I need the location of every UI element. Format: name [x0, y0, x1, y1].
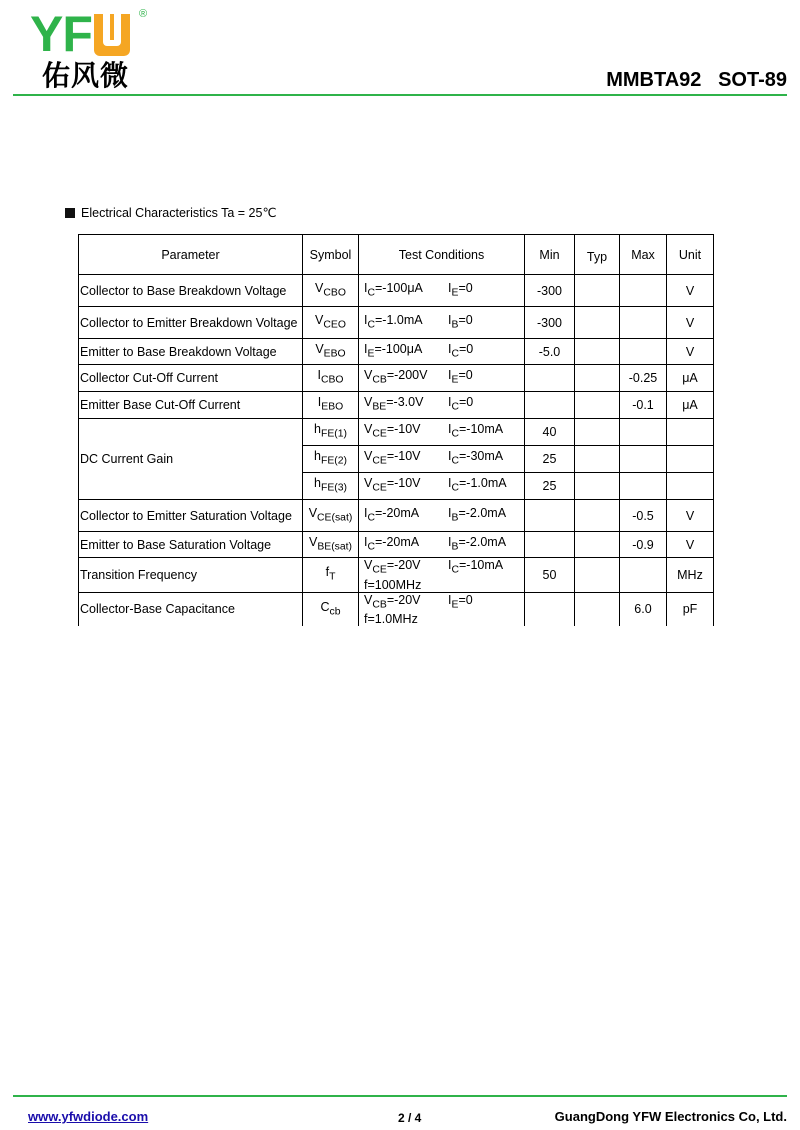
website-link[interactable]: www.yfwdiode.com	[28, 1109, 149, 1124]
cell-conditions: $V_{CE}=-20V$ f=100MHz $I_C=-10mA$	[359, 558, 525, 593]
page-number: 2 / 4	[398, 1111, 422, 1125]
cell-symbol: $h_{FE(1)}$	[303, 419, 359, 446]
cell-typ	[575, 473, 620, 500]
table-row	[79, 500, 714, 532]
cell-symbol: $I_{EBO}$	[303, 392, 359, 419]
cell-max: -0.9	[620, 532, 667, 558]
cell-min	[525, 532, 575, 558]
cell-typ	[575, 532, 620, 558]
company-logo	[30, 8, 160, 94]
header-max: Max	[620, 235, 667, 275]
table-row	[79, 392, 714, 419]
cell-unit: V	[667, 307, 714, 339]
logo-chinese-name: 佑风微	[42, 59, 130, 92]
table-row	[79, 419, 714, 446]
cell-conditions: $I_E=-100\mu A$ $I_C=0$	[359, 339, 525, 365]
cell-typ	[575, 339, 620, 365]
cell-symbol: $C_{cb}$	[303, 592, 359, 626]
cell-typ	[575, 500, 620, 532]
cell-min: -300	[525, 307, 575, 339]
footer-divider	[13, 1095, 787, 1097]
cell-symbol: $V_{CEO}$	[303, 307, 359, 339]
cell-unit: μA	[667, 392, 714, 419]
cell-conditions: $V_{CE}=-10V$ $I_C=-10mA$	[359, 419, 525, 446]
cell-unit	[667, 419, 714, 446]
cell-symbol: $h_{FE(2)}$	[303, 446, 359, 473]
cell-parameter: Transition Frequency	[79, 558, 303, 593]
cell-parameter: Emitter to Base Saturation Voltage	[79, 532, 303, 558]
cell-conditions: $V_{BE}=-3.0V$ $I_C=0$	[359, 392, 525, 419]
cell-typ	[575, 275, 620, 307]
table-row	[79, 532, 714, 558]
cell-unit: MHz	[667, 558, 714, 593]
square-bullet-icon	[65, 208, 75, 218]
cell-min	[525, 392, 575, 419]
cell-unit: V	[667, 532, 714, 558]
cell-parameter: Collector to Emitter Breakdown Voltage	[79, 307, 303, 339]
cell-typ	[575, 446, 620, 473]
cell-max	[620, 558, 667, 593]
cell-unit: pF	[667, 592, 714, 626]
cell-unit: V	[667, 275, 714, 307]
cell-min: 50	[525, 558, 575, 593]
cell-min: -300	[525, 275, 575, 307]
cell-parameter: Emitter Base Cut-Off Current	[79, 392, 303, 419]
cell-parameter: DC Current Gain	[79, 419, 303, 500]
cell-parameter: Emitter to Base Breakdown Voltage	[79, 339, 303, 365]
cell-symbol: $V_{BE(sat)}$	[303, 532, 359, 558]
table-header-row	[79, 235, 714, 275]
cell-min	[525, 500, 575, 532]
table-row	[79, 275, 714, 307]
cell-max	[620, 419, 667, 446]
cell-conditions: $I_C=-1.0mA$ $I_B=0$	[359, 307, 525, 339]
cell-max	[620, 275, 667, 307]
table-row	[79, 365, 714, 392]
registered-mark: ®	[139, 8, 148, 20]
header-typ: Typ	[575, 235, 620, 275]
cell-conditions: $V_{CB}=-20V$ f=1.0MHz $I_E=0$	[359, 592, 525, 626]
cell-min: 40	[525, 419, 575, 446]
cell-symbol: $V_{EBO}$	[303, 339, 359, 365]
header-test-conditions: Test Conditions	[359, 235, 525, 275]
table-row	[79, 339, 714, 365]
section-heading-text: Electrical Characteristics Ta = 25℃	[81, 206, 277, 220]
cell-parameter: Collector to Base Breakdown Voltage	[79, 275, 303, 307]
cell-typ	[575, 392, 620, 419]
header-divider	[13, 94, 787, 96]
cell-unit	[667, 446, 714, 473]
document-title: MMBTA92 SOT-89	[606, 69, 787, 91]
cell-conditions: $I_C=-20mA$ $I_B=-2.0mA$	[359, 500, 525, 532]
cell-symbol: $f_T$	[303, 558, 359, 593]
section-heading	[65, 205, 276, 221]
cell-unit	[667, 473, 714, 500]
cell-typ	[575, 307, 620, 339]
cell-conditions: $V_{CE}=-10V$ $I_C=-30mA$	[359, 446, 525, 473]
cell-max	[620, 307, 667, 339]
logo-text: YF	[30, 6, 92, 62]
header-symbol: Symbol	[303, 235, 359, 275]
cell-conditions: $I_C=-100\mu A$ $I_E=0$	[359, 275, 525, 307]
company-name: GuangDong YFW Electronics Co, Ltd.	[554, 1109, 787, 1124]
cell-conditions: $I_C=-20mA$ $I_B=-2.0mA$	[359, 532, 525, 558]
cell-max: 6.0	[620, 592, 667, 626]
header-unit: Unit	[667, 235, 714, 275]
cell-max: -0.5	[620, 500, 667, 532]
cell-typ	[575, 592, 620, 626]
cell-min	[525, 592, 575, 626]
cell-min: -5.0	[525, 339, 575, 365]
cell-typ	[575, 558, 620, 593]
cell-max	[620, 473, 667, 500]
cell-symbol: $V_{CBO}$	[303, 275, 359, 307]
header-min: Min	[525, 235, 575, 275]
table-row	[79, 558, 714, 593]
cell-conditions: $V_{CB}=-200V$ $I_E=0$	[359, 365, 525, 392]
cell-max	[620, 339, 667, 365]
cell-symbol: $h_{FE(3)}$	[303, 473, 359, 500]
table-row	[79, 307, 714, 339]
cell-max	[620, 446, 667, 473]
cell-max: -0.25	[620, 365, 667, 392]
cell-conditions: $V_{CE}=-10V$ $I_C=-1.0mA$	[359, 473, 525, 500]
cell-min: 25	[525, 446, 575, 473]
table-row	[79, 592, 714, 626]
electrical-characteristics-table	[78, 234, 714, 626]
header-parameter: Parameter	[79, 235, 303, 275]
cell-symbol: $V_{CE(sat)}$	[303, 500, 359, 532]
cell-unit: V	[667, 339, 714, 365]
cell-typ	[575, 419, 620, 446]
cell-parameter: Collector Cut-Off Current	[79, 365, 303, 392]
cell-symbol: $I_{CBO}$	[303, 365, 359, 392]
cell-max: -0.1	[620, 392, 667, 419]
cell-unit: μA	[667, 365, 714, 392]
cell-parameter: Collector to Emitter Saturation Voltage	[79, 500, 303, 532]
cell-typ	[575, 365, 620, 392]
cell-min: 25	[525, 473, 575, 500]
cell-parameter: Collector-Base Capacitance	[79, 592, 303, 626]
logo-w-mark-icon	[94, 14, 130, 56]
cell-unit: V	[667, 500, 714, 532]
cell-min	[525, 365, 575, 392]
